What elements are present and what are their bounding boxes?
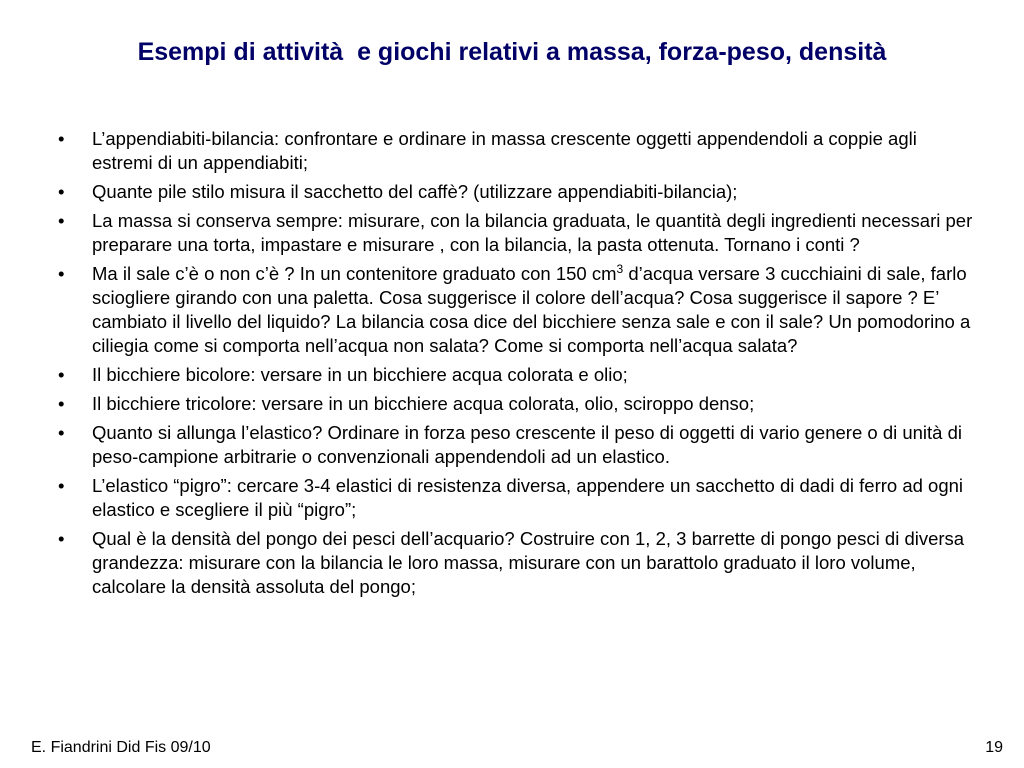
bullet-marker: • <box>58 528 65 549</box>
bullet-item-pile-stilo <box>58 180 978 204</box>
superscript-three: 3 <box>616 261 624 276</box>
bullet-list <box>58 127 978 604</box>
bullet-text: La massa si conserva sempre: misurare, con la bilancia graduata, le quantità degli ingredienti necessari per preparare una torta, impastare e misurare , con la bilancia, la pasta ottenuta. Tornano i conti ? <box>92 210 973 255</box>
bullet-item-sale <box>58 262 978 358</box>
bullet-marker: • <box>58 422 65 443</box>
footer-author: E. Fiandrini Did Fis 09/10 <box>31 739 211 756</box>
bullet-text <box>92 263 970 356</box>
bullet-text: L’elastico “pigro”: cercare 3-4 elastici di resistenza diversa, appendere un sacchetto di dadi di ferro ad ogni elastico e scegliere il più “pigro”; <box>92 475 964 520</box>
bullet-item-densita-pongo <box>58 527 978 599</box>
bullet-text: Quante pile stilo misura il sacchetto del caffè? (utilizzare appendiabiti-bilancia); <box>92 181 738 202</box>
bullet-text: L’appendiabiti-bilancia: confrontare e ordinare in massa crescente oggetti appendendoli a coppie agli estremi di un appendiabiti; <box>92 128 917 173</box>
bullet-marker: • <box>58 128 65 149</box>
bullet-marker: • <box>58 393 65 414</box>
bullet-marker: • <box>58 263 65 284</box>
bullet-text-part: Ma il sale c’è o non c’è ? In un contenitore graduato con 150 cm <box>92 263 617 284</box>
bullet-item-bicchiere-tricolore <box>58 392 978 416</box>
bullet-text: Quanto si allunga l’elastico? Ordinare in forza peso crescente il peso di oggetti di vario genere o di unità di peso-campione arbitrarie o convenzionali appendendoli ad un elastico. <box>92 422 963 467</box>
bullet-marker: • <box>58 210 65 231</box>
bullet-text-part: d’acqua versare 3 cucchiaini di sale, farlo sciogliere girando con una paletta. Cosa suggerisce il colore dell’acqua? Cosa suggerisce il sapore ? E’ cambiato il livello del liquido? La bilancia cosa dice del bicchiere senza sale e con il sale? Un pomodorino a ciliegia come si comporta nell’acqua non salata? Come si comporta nell’acqua salata? <box>92 263 971 356</box>
bullet-item-elastico-pigro <box>58 474 978 522</box>
bullet-text: Il bicchiere bicolore: versare in un bicchiere acqua colorata e olio; <box>92 364 628 385</box>
bullet-item-appendiabiti <box>58 127 978 175</box>
bullet-item-bicchiere-bicolore <box>58 363 978 387</box>
bullet-marker: • <box>58 181 65 202</box>
bullet-item-elastico-allunga <box>58 421 978 469</box>
bullet-text: Il bicchiere tricolore: versare in un bicchiere acqua colorata, olio, sciroppo denso; <box>92 393 755 414</box>
bullet-text: Qual è la densità del pongo dei pesci dell’acquario? Costruire con 1, 2, 3 barrette di pongo pesci di diversa grandezza: misurare con la bilancia le loro massa, misurare con un barattolo graduato il loro volume, calcolare la densità assoluta del pongo; <box>92 528 965 597</box>
slide-title: Esempi di attività e giochi relativi a massa, forza-peso, densità <box>137 38 887 66</box>
bullet-item-massa-conserva <box>58 209 978 257</box>
bullet-marker: • <box>58 475 65 496</box>
page-number: 19 <box>985 739 1003 756</box>
bullet-marker: • <box>58 364 65 385</box>
